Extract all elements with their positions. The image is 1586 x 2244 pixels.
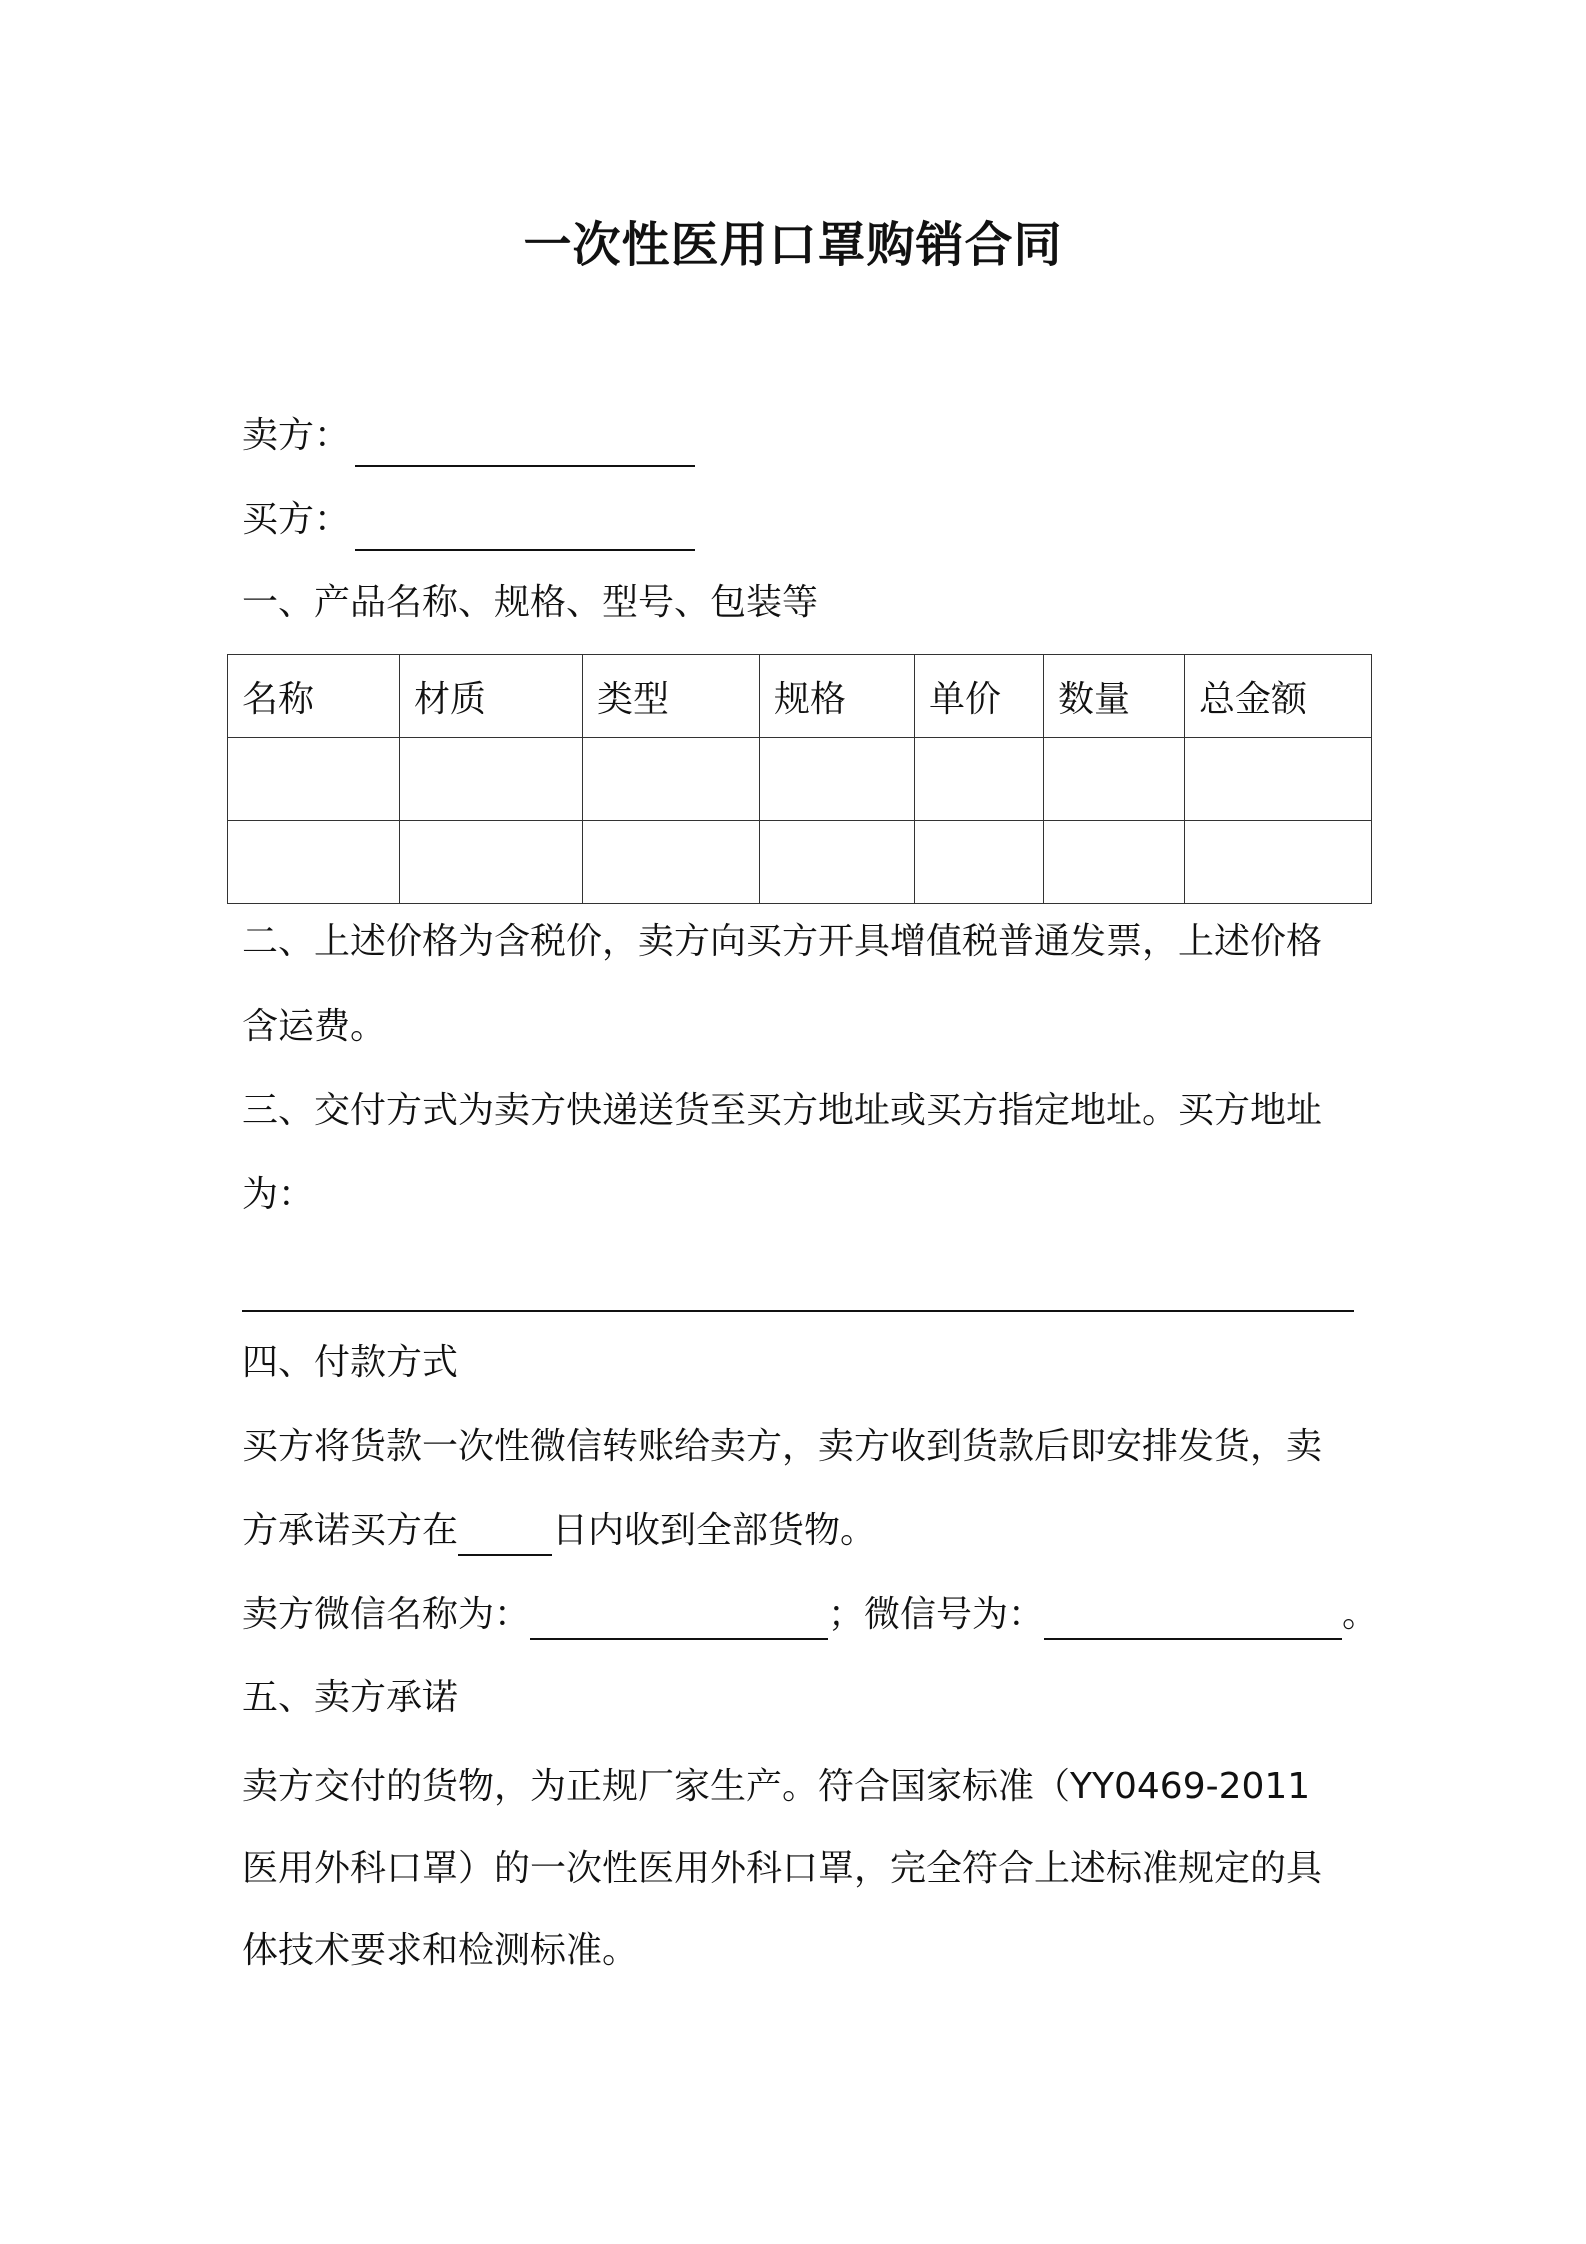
wechat-end-mark: 。	[1342, 1594, 1379, 1635]
section3-line2: 为：	[242, 1174, 315, 1215]
seller-label: 卖方：	[242, 415, 351, 456]
table-row	[228, 738, 1372, 821]
table-cell[interactable]	[1185, 738, 1372, 821]
section4-line2	[242, 1506, 876, 1556]
table-cell[interactable]	[583, 821, 760, 904]
wechat-id-blank[interactable]	[1044, 1598, 1342, 1640]
table-header-cell: 数量	[1044, 655, 1185, 738]
table-header-cell: 单价	[915, 655, 1044, 738]
wechat-line	[242, 1590, 1378, 1640]
table-header-cell: 类型	[583, 655, 760, 738]
section4-line2-prefix: 方承诺买方在	[242, 1510, 459, 1551]
section5-heading: 五、卖方承诺	[242, 1677, 459, 1718]
table-cell[interactable]	[228, 738, 400, 821]
table-cell[interactable]	[915, 821, 1044, 904]
seller-blank[interactable]	[355, 465, 695, 467]
buyer-address-blank[interactable]	[242, 1310, 1354, 1312]
section4-line1: 买方将货款一次性微信转账给卖方，卖方收到货款后即安排发货，卖	[242, 1426, 1323, 1467]
table-cell[interactable]	[760, 821, 915, 904]
section4-line2-suffix: 日内收到全部货物。	[552, 1510, 877, 1551]
section1-heading: 一、产品名称、规格、型号、包装等	[242, 582, 819, 623]
wechat-name-label: 卖方微信名称为：	[242, 1594, 531, 1635]
table-header-cell: 材质	[400, 655, 583, 738]
table-header-row	[228, 655, 1372, 738]
table-cell[interactable]	[583, 738, 760, 821]
table-cell[interactable]	[915, 738, 1044, 821]
section2-line2: 含运费。	[242, 1006, 387, 1047]
table-header-cell: 名称	[228, 655, 400, 738]
wechat-id-label: ；微信号为：	[828, 1594, 1045, 1635]
section2-line1: 二、上述价格为含税价，卖方向买方开具增值税普通发票，上述价格	[242, 921, 1323, 962]
table-cell[interactable]	[760, 738, 915, 821]
table-header-cell: 总金额	[1185, 655, 1372, 738]
section5-line3: 体技术要求和检测标准。	[242, 1930, 639, 1971]
table-row	[228, 821, 1372, 904]
section5-line1: 卖方交付的货物，为正规厂家生产。符合国家标准（YY0469-2011	[242, 1766, 1311, 1807]
delivery-days-blank[interactable]	[458, 1514, 552, 1556]
product-table	[227, 654, 1372, 904]
document-title: 一次性医用口罩购销合同	[523, 217, 1063, 273]
table-header-cell: 规格	[760, 655, 915, 738]
section5-line2: 医用外科口罩）的一次性医用外科口罩，完全符合上述标准规定的具	[242, 1848, 1323, 1889]
buyer-label: 买方：	[242, 499, 351, 540]
section4-heading: 四、付款方式	[242, 1342, 459, 1383]
wechat-name-blank[interactable]	[530, 1598, 828, 1640]
table-cell[interactable]	[400, 821, 583, 904]
table-cell[interactable]	[1044, 738, 1185, 821]
section3-line1: 三、交付方式为卖方快递送货至买方地址或买方指定地址。买方地址	[242, 1090, 1323, 1131]
table-cell[interactable]	[1185, 821, 1372, 904]
buyer-blank[interactable]	[355, 549, 695, 551]
table-cell[interactable]	[1044, 821, 1185, 904]
table-cell[interactable]	[400, 738, 583, 821]
table-cell[interactable]	[228, 821, 400, 904]
